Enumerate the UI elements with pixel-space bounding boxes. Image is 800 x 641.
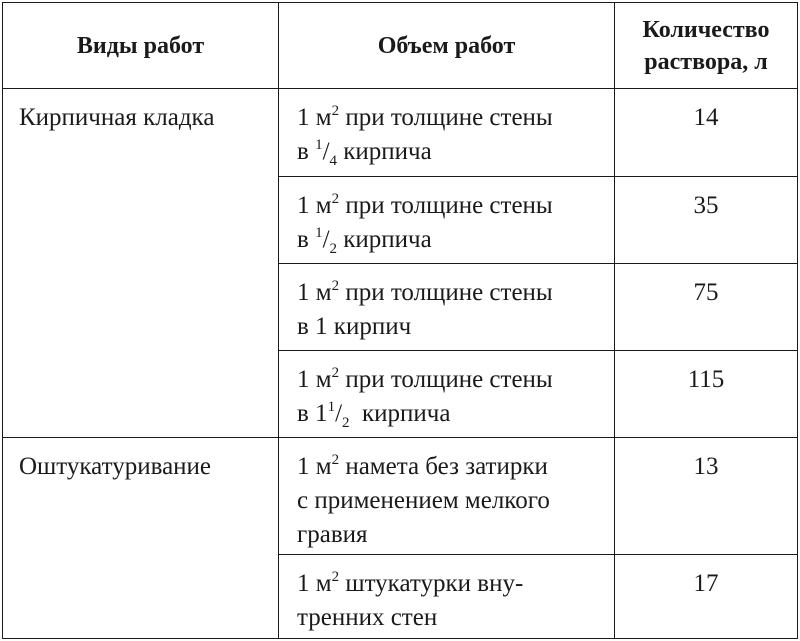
fraction-numerator: 1 [315,224,323,241]
fraction-numerator: 1 [315,136,323,153]
text: 1 м [297,570,332,597]
work-volume-cell [279,351,615,438]
text: при толщине стены [339,104,553,131]
header-quantity-line1: Количество [642,16,770,43]
volume-line [297,397,614,431]
text: при толщине стены [339,192,553,219]
volume-line: гравия [297,521,368,548]
text: в [297,138,316,165]
text: кирпича [349,400,451,427]
header-mortar-quantity [615,3,798,89]
volume-line [297,135,614,169]
work-volume-cell [279,555,615,639]
work-volume-cell [279,438,615,555]
fraction-denominator: 2 [329,241,338,257]
superscript: 2 [331,568,340,585]
text: при толщине стены [339,279,553,306]
header-work-type: Виды работ [3,3,279,89]
text: 1 м [297,366,332,393]
fraction-denominator: 4 [329,153,338,169]
quantity-cell: 17 [615,555,798,639]
header-row [3,3,798,89]
quantity-cell: 75 [615,264,798,351]
text: 1 м [297,279,332,306]
mortar-table [2,2,798,639]
text: кирпича [337,226,432,253]
volume-line [297,189,614,223]
text: намета без затирки [339,453,548,480]
work-type-cell: Кирпичная кладка [3,89,279,438]
quantity-cell: 13 [615,438,798,555]
text: 1 м [297,453,332,480]
quantity-cell: 14 [615,89,798,177]
volume-line: с применением мелкого [297,487,550,514]
fraction-slash: / [322,226,330,253]
text: при толщине стены [339,366,553,393]
fraction-slash: / [322,138,330,165]
quantity-cell: 35 [615,177,798,264]
volume-line [297,276,614,310]
volume-line [297,363,614,397]
superscript: 2 [331,102,340,119]
fraction-denominator: 2 [342,415,350,431]
table-row [3,438,798,555]
text: кирпича [337,138,432,165]
quantity-cell: 115 [615,351,798,438]
fraction-slash: / [335,400,343,427]
volume-line [297,567,614,601]
text: в [297,226,316,253]
work-type-cell: Оштукатуривание [3,438,279,639]
header-work-volume: Объем работ [279,3,615,89]
volume-line: тренних стен [297,604,438,631]
volume-line [297,450,614,484]
volume-line: в 1 кирпич [297,313,412,340]
text: 1 м [297,104,332,131]
text: в 1 [297,400,328,427]
text: 1 м [297,192,332,219]
work-volume-cell [279,264,615,351]
superscript: 2 [331,451,340,468]
superscript: 2 [331,277,340,294]
work-volume-cell [279,177,615,264]
volume-line [297,223,614,257]
superscript: 2 [331,364,340,381]
work-volume-cell [279,89,615,177]
superscript: 2 [331,190,340,207]
fraction-numerator: 1 [327,398,336,415]
text: штукатурки вну- [339,570,524,597]
header-quantity-line2: раствора, л [644,48,768,75]
volume-line [297,101,614,135]
table-row [3,89,798,177]
